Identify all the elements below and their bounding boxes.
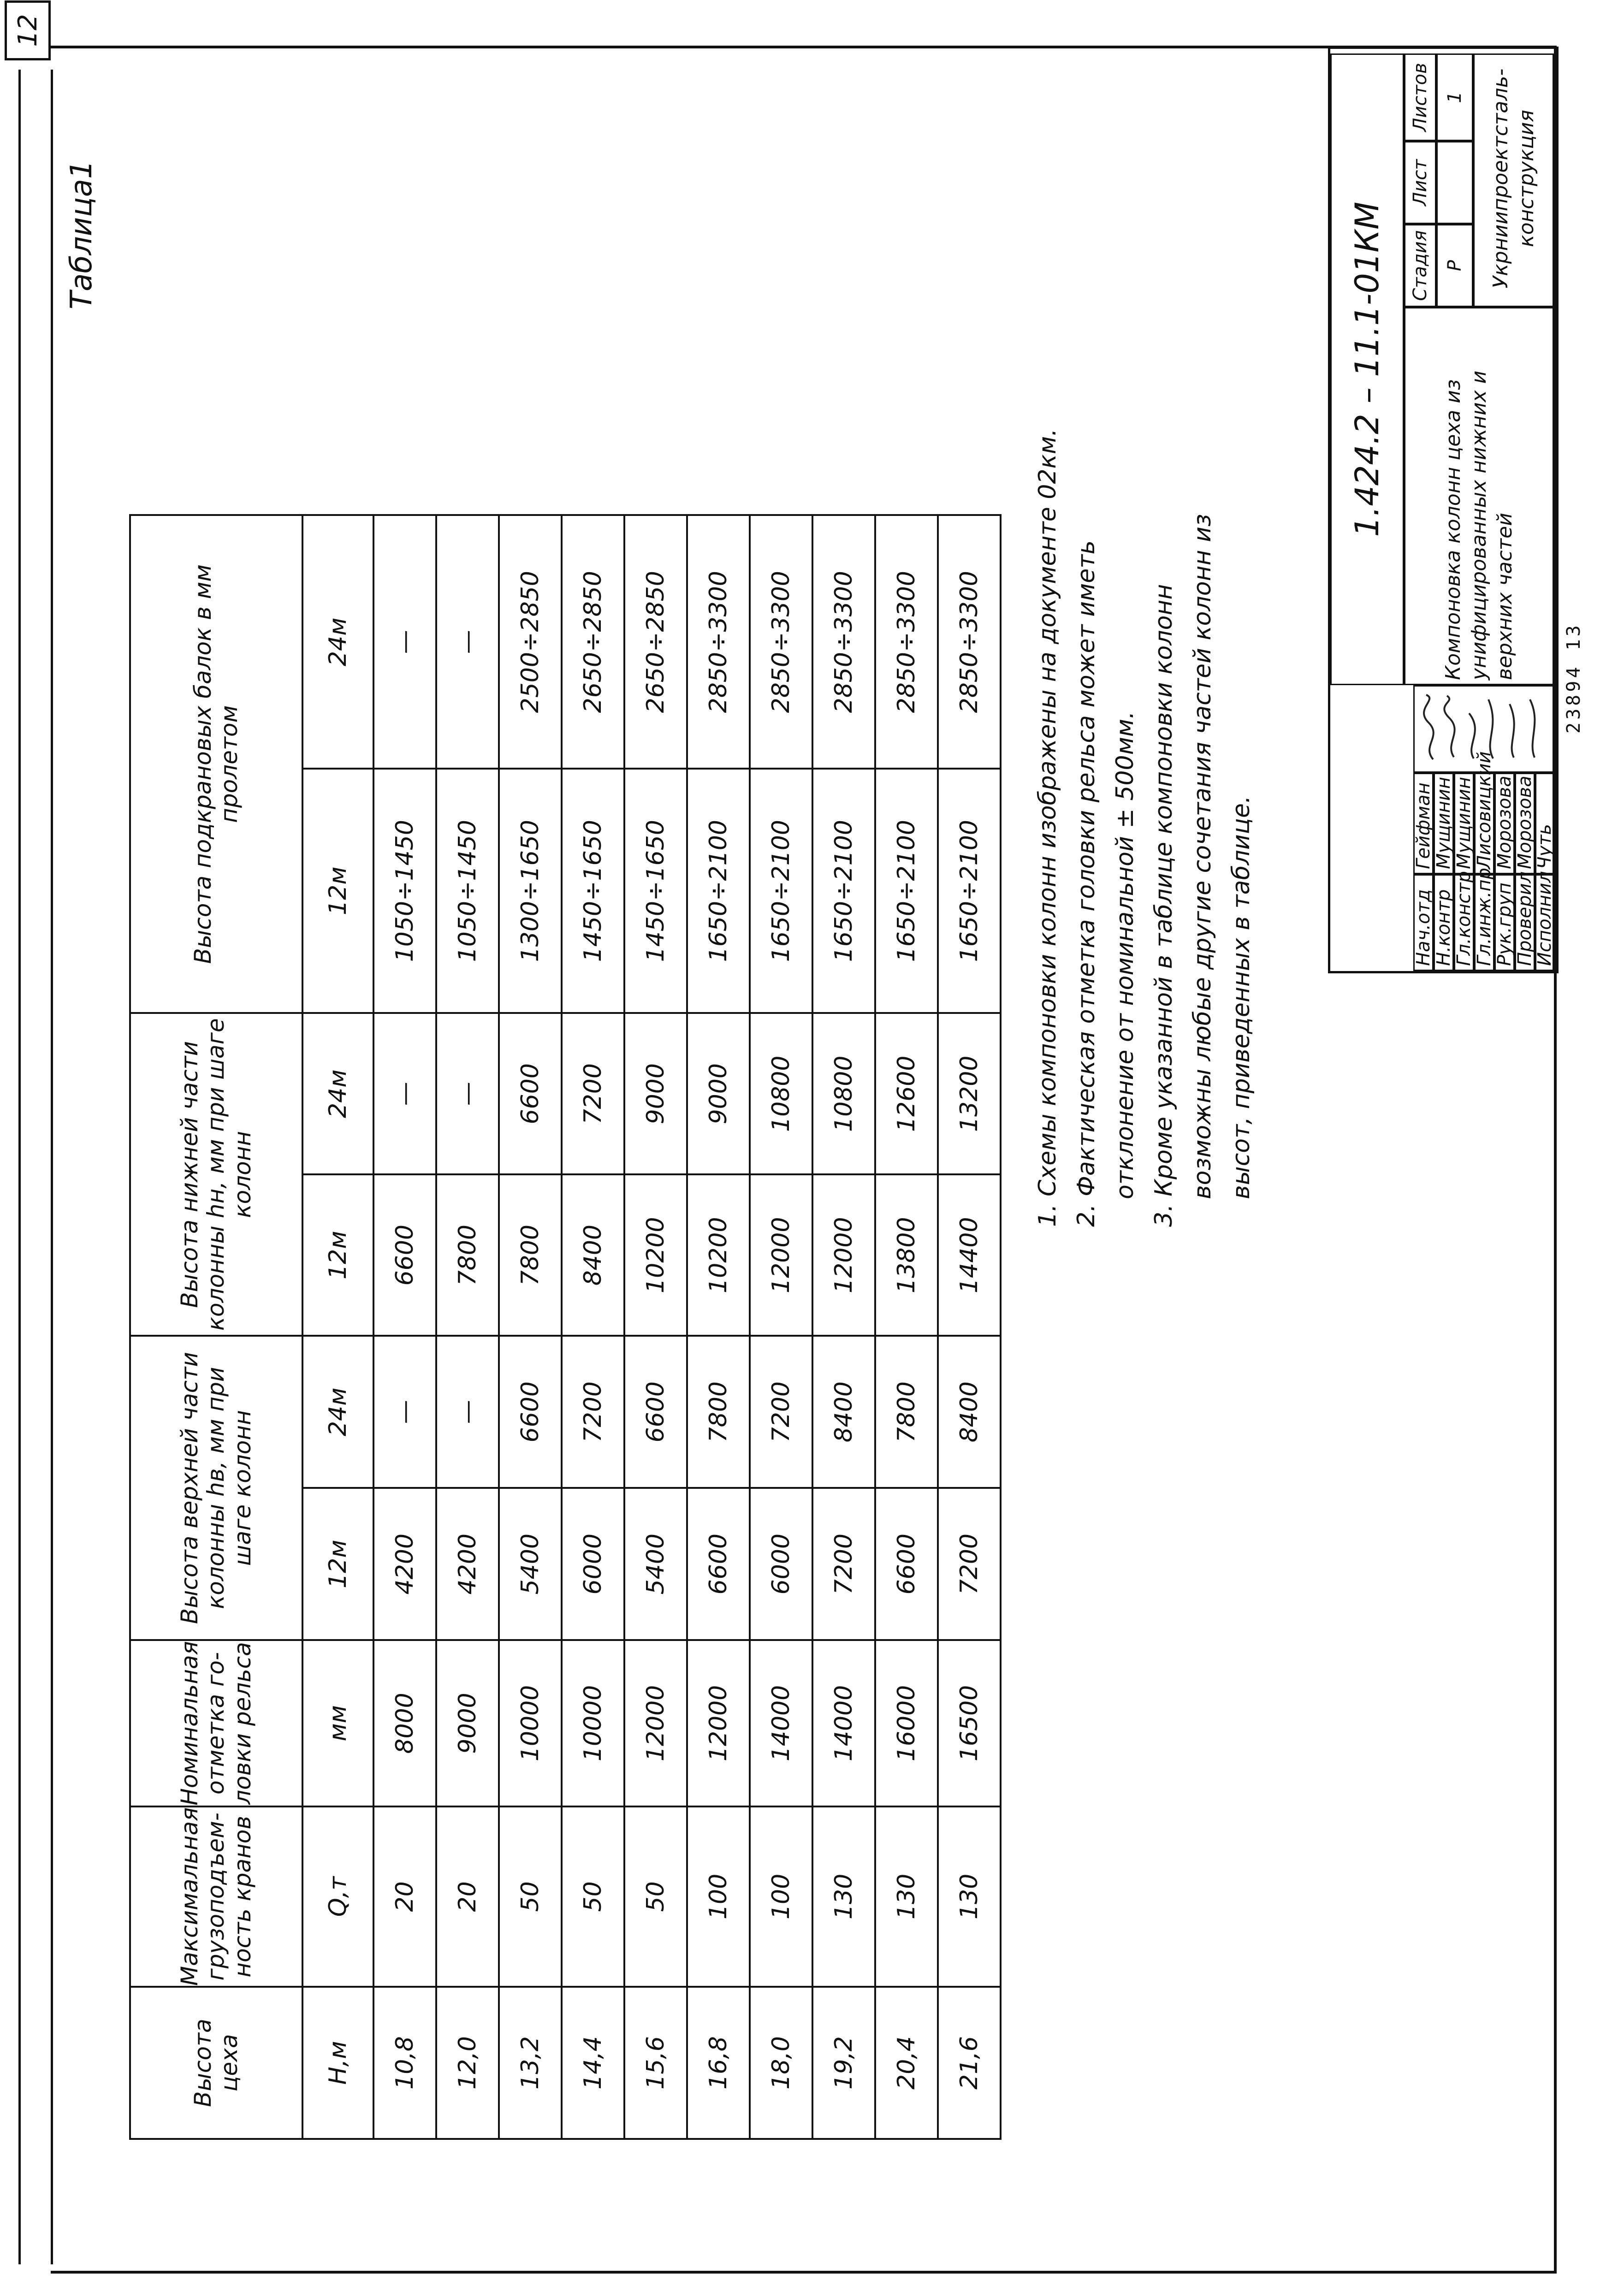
name: Мущинин [1454, 773, 1474, 874]
cell-hv12: 6600 [687, 1488, 750, 1640]
table-caption: Таблица1 [65, 160, 99, 309]
cell-q: 50 [624, 1806, 687, 1987]
cell-hn24: 9000 [624, 1013, 687, 1174]
table-row [373, 515, 436, 2139]
cell-hn12: 13800 [875, 1174, 938, 1336]
notes-block [1028, 74, 1261, 1227]
cell-h: 21,6 [938, 1987, 1001, 2139]
note-line: возможны любые другие сочетания частей колонн из [1189, 514, 1216, 1199]
cell-b24: 2500÷2850 [499, 515, 562, 769]
table-row [812, 515, 875, 2139]
stage-value: Р [1436, 224, 1473, 307]
cell-h: 19,2 [812, 1987, 875, 2139]
cell-q: 20 [436, 1806, 499, 1987]
unit-mark: мм [302, 1640, 373, 1806]
cell-hn12: 10200 [624, 1174, 687, 1336]
cell-hn24: — [373, 1013, 436, 1174]
sheet-label: Лист [1404, 141, 1436, 224]
cell-b24: 2850÷3300 [875, 515, 938, 769]
cell-q: 130 [938, 1806, 1001, 1987]
cell-hv12: 4200 [373, 1488, 436, 1640]
cell-h: 18,0 [750, 1987, 812, 2139]
cell-h: 15,6 [624, 1987, 687, 2139]
cell-hn24: — [436, 1013, 499, 1174]
cell-hv24: 7200 [750, 1336, 812, 1488]
cell-b12: 1650÷2100 [750, 769, 812, 1013]
title-block [1328, 47, 1559, 973]
cell-q: 100 [750, 1806, 812, 1987]
table-row [499, 515, 562, 2139]
cell-mark: 9000 [436, 1640, 499, 1806]
table-row [938, 515, 1001, 2139]
drawing-title: Компоновка колонн цеха из унифицированных нижних и верхних частей [1404, 307, 1554, 685]
cell-hn12: 12000 [812, 1174, 875, 1336]
cell-hn12: 8400 [562, 1174, 624, 1336]
table-row [562, 515, 624, 2139]
cell-hn12: 10200 [687, 1174, 750, 1336]
cell-hv24: — [436, 1336, 499, 1488]
header-lower-part: Высота нижней части колонны hн, мм при шаге колонн [130, 1013, 302, 1336]
cell-q: 100 [687, 1806, 750, 1987]
cell-h: 20,4 [875, 1987, 938, 2139]
cell-b12: 1050÷1450 [373, 769, 436, 1013]
organization: Укрниипроектсталь-конструкция [1473, 53, 1554, 307]
cell-q: 130 [812, 1806, 875, 1987]
top-rule [18, 70, 21, 2264]
cell-b24: 2650÷2850 [624, 515, 687, 769]
cell-hn12: 14400 [938, 1174, 1001, 1336]
cell-q: 20 [373, 1806, 436, 1987]
cell-b12: 1650÷2100 [812, 769, 875, 1013]
note-line: 3. Кроме указанной в таблице компоновки колонн [1150, 584, 1178, 1227]
cell-b24: 2850÷3300 [938, 515, 1001, 769]
header-capacity: Максимальная грузоподъем-ность кранов [130, 1806, 302, 1987]
cell-hv24: 8400 [812, 1336, 875, 1488]
sheets-label: Листов [1404, 53, 1436, 141]
cell-b24: 2850÷3300 [750, 515, 812, 769]
cell-b12: 1300÷1650 [499, 769, 562, 1013]
role: Н.контр [1434, 874, 1454, 971]
name: Чуть [1535, 773, 1554, 874]
cell-h: 14,4 [562, 1987, 624, 2139]
cell-hv12: 7200 [812, 1488, 875, 1640]
cell-hv12: 5400 [499, 1488, 562, 1640]
cell-mark: 12000 [624, 1640, 687, 1806]
name: Гейфман [1413, 773, 1434, 874]
cell-h: 13,2 [499, 1987, 562, 2139]
cell-b12: 1650÷2100 [875, 769, 938, 1013]
sheet-number: 12 [5, 0, 51, 60]
cell-hv12: 7200 [938, 1488, 1001, 1640]
cell-hv24: 7800 [687, 1336, 750, 1488]
cell-b24: 2650÷2850 [562, 515, 624, 769]
column-table [129, 514, 1002, 2140]
header-crane-beams: Высота подкрановых балок в мм пролетом [130, 515, 302, 1013]
cell-hv12: 6600 [875, 1488, 938, 1640]
cell-q: 130 [875, 1806, 938, 1987]
step-b-24: 24м [302, 515, 373, 769]
inventory-stamp: 23894 13 [1563, 622, 1584, 734]
drawing-code: 1.424.2 – 11.1-01КМ [1330, 53, 1404, 685]
unit-q: Q,т [302, 1806, 373, 1987]
cell-b24: — [436, 515, 499, 769]
signatures-icon [1419, 690, 1548, 764]
cell-h: 12,0 [436, 1987, 499, 2139]
cell-h: 16,8 [687, 1987, 750, 2139]
cell-hv24: 8400 [938, 1336, 1001, 1488]
cell-hn24: 10800 [812, 1013, 875, 1174]
cell-hn24: 7200 [562, 1013, 624, 1174]
note-line: высот, приведенных в таблице. [1227, 795, 1255, 1199]
cell-mark: 14000 [750, 1640, 812, 1806]
cell-q: 50 [562, 1806, 624, 1987]
table-row [624, 515, 687, 2139]
step-hn-24: 24м [302, 1013, 373, 1174]
step-hv-24: 24м [302, 1336, 373, 1488]
table-row [687, 515, 750, 2139]
cell-hn12: 6600 [373, 1174, 436, 1336]
cell-mark: 16000 [875, 1640, 938, 1806]
header-upper-part: Высота верхней части колонны hв, мм при шаге колонн [130, 1336, 302, 1640]
table-row [750, 515, 812, 2139]
sheets-value: 1 [1436, 53, 1473, 141]
cell-hv24: — [373, 1336, 436, 1488]
cell-b12: 1450÷1650 [562, 769, 624, 1013]
cell-hv12: 5400 [624, 1488, 687, 1640]
stage-label: Стадия [1404, 224, 1436, 307]
header-rail-mark: Номинальная отметка го-ловки рельса [130, 1640, 302, 1806]
cell-hv12: 6000 [562, 1488, 624, 1640]
cell-hv24: 7200 [562, 1336, 624, 1488]
name: Лисовицкий [1474, 773, 1494, 874]
cell-mark: 10000 [562, 1640, 624, 1806]
cell-mark: 12000 [687, 1640, 750, 1806]
signature-area [1413, 685, 1554, 773]
step-b-12: 12м [302, 769, 373, 1013]
step-hn-12: 12м [302, 1174, 373, 1336]
cell-hv24: 6600 [499, 1336, 562, 1488]
table-row [436, 515, 499, 2139]
cell-hv24: 6600 [624, 1336, 687, 1488]
name: Мущинин [1434, 773, 1454, 874]
header-height: Высота цеха [130, 1987, 302, 2139]
cell-hn24: 10800 [750, 1013, 812, 1174]
cell-b12: 1050÷1450 [436, 769, 499, 1013]
cell-mark: 16500 [938, 1640, 1001, 1806]
cell-b24: 2850÷3300 [687, 515, 750, 769]
note-line: отклонение от номинальной ± 500мм. [1111, 711, 1139, 1199]
cell-b24: 2850÷3300 [812, 515, 875, 769]
cell-b12: 1450÷1650 [624, 769, 687, 1013]
unit-h: Н,м [302, 1987, 373, 2139]
cell-mark: 10000 [499, 1640, 562, 1806]
role: Гл.инж.пр [1474, 874, 1494, 971]
cell-q: 50 [499, 1806, 562, 1987]
cell-mark: 8000 [373, 1640, 436, 1806]
cell-hn12: 7800 [436, 1174, 499, 1336]
table-row [875, 515, 938, 2139]
cell-hn24: 13200 [938, 1013, 1001, 1174]
role: Гл.констр [1454, 874, 1474, 971]
role: Проверил [1515, 874, 1535, 971]
cell-hv12: 4200 [436, 1488, 499, 1640]
note-line: 2. Фактическая отметка головки рельса может иметь [1073, 540, 1100, 1227]
cell-b12: 1650÷2100 [938, 769, 1001, 1013]
note-line: 1. Схемы компоновки колонн изображены на документе 02км. [1034, 428, 1061, 1227]
cell-hn12: 7800 [499, 1174, 562, 1336]
cell-hv24: 7800 [875, 1336, 938, 1488]
cell-hv12: 6000 [750, 1488, 812, 1640]
cell-hn24: 6600 [499, 1013, 562, 1174]
cell-b12: 1650÷2100 [687, 769, 750, 1013]
sheet-value [1436, 141, 1473, 224]
step-hv-12: 12м [302, 1488, 373, 1640]
cell-hn24: 9000 [687, 1013, 750, 1174]
role: Нач.отд [1413, 874, 1434, 971]
name: Морозова [1494, 773, 1515, 874]
cell-hn24: 12600 [875, 1013, 938, 1174]
cell-b24: — [373, 515, 436, 769]
role: Исполнил [1535, 874, 1554, 971]
name: Морозова [1515, 773, 1535, 874]
role: Рук.груп [1494, 874, 1515, 971]
cell-mark: 14000 [812, 1640, 875, 1806]
cell-hn12: 12000 [750, 1174, 812, 1336]
cell-h: 10,8 [373, 1987, 436, 2139]
